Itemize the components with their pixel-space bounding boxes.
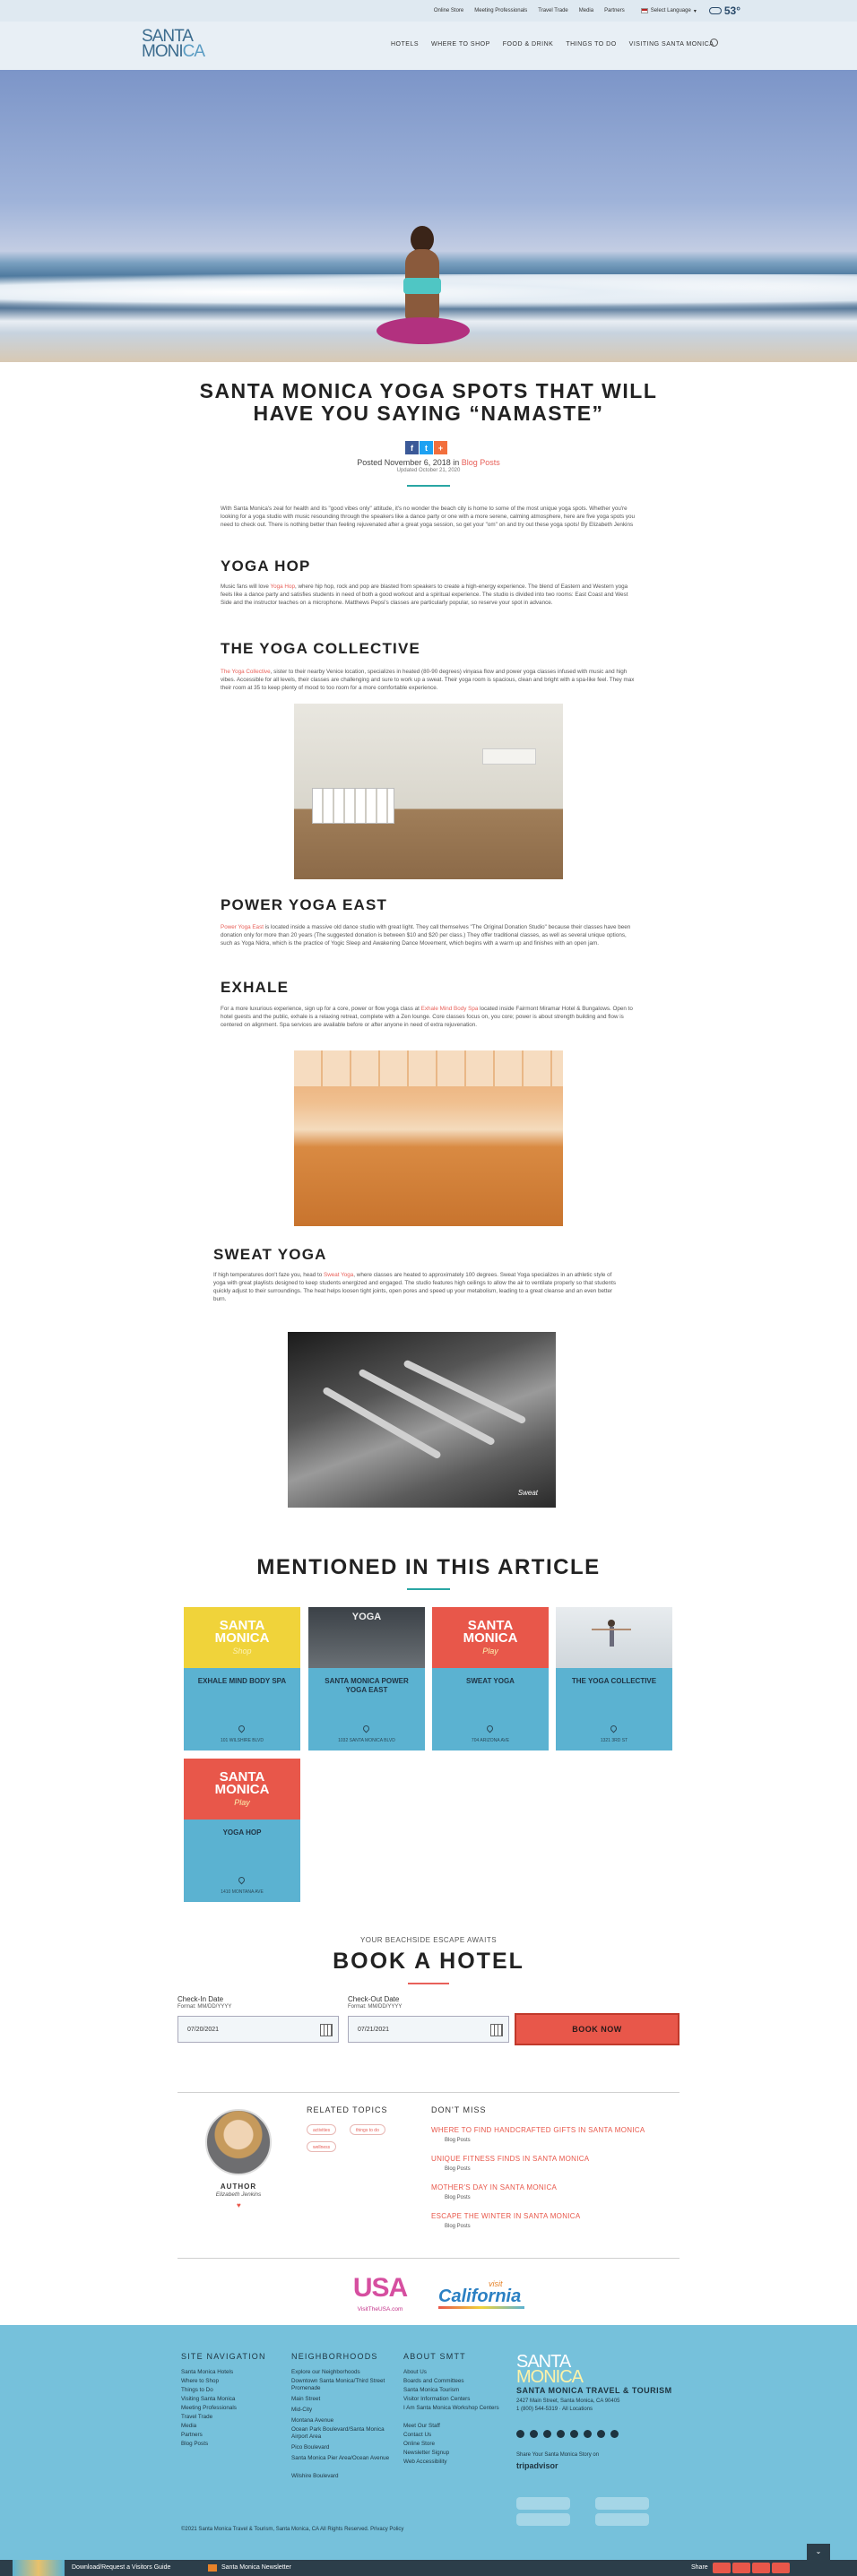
- tripadvisor-logo[interactable]: tripadvisor: [516, 2461, 558, 2470]
- posted-line: [269, 458, 588, 467]
- section-text: is located inside a massive old dance studio with great light. They call themselves "The Original Donation Studio" because their classes have been donation only for more than 20 years (The suggested donation is between $10 and $20 per class.) They offer traditional classes, as well as several unique options, such as Yoga Nidra, which is the practice of Yogic Sleep and Awakening Dance Movement, which begins with a warm up and finishes with an open jam.: [221, 924, 631, 947]
- map-pin-icon: [486, 1725, 495, 1733]
- sticky-share-buttons: [713, 2563, 790, 2573]
- plus-icon[interactable]: +: [434, 441, 447, 454]
- dont-miss-category: Blog Posts: [445, 2166, 471, 2172]
- footer-site-nav-heading: SITE NAVIGATION: [181, 2352, 266, 2361]
- updated-date: Updated October 21, 2020: [396, 468, 461, 473]
- section-body-yoga-collective: [221, 668, 636, 692]
- calendar-icon[interactable]: [490, 2024, 503, 2036]
- sweat-yoga-link[interactable]: Sweat Yoga: [324, 1272, 354, 1278]
- footer-link[interactable]: Meet Our Staff: [403, 2423, 440, 2429]
- language-selector[interactable]: [641, 8, 697, 14]
- footer-link[interactable]: I Am Santa Monica Workshop Centers: [403, 2405, 499, 2411]
- hero-image: [0, 70, 857, 362]
- footer-link[interactable]: Wilshire Boulevard: [291, 2473, 339, 2479]
- footer-logo-line-2: MONICA: [516, 2367, 583, 2387]
- visit-usa-logo[interactable]: USA: [352, 2273, 408, 2303]
- checkout-value: 07/21/2021: [358, 2027, 390, 2033]
- photo-arm: [403, 1359, 526, 1424]
- search-icon[interactable]: [710, 39, 718, 47]
- share-buttons: [405, 441, 447, 454]
- place-card[interactable]: [556, 1607, 672, 1750]
- visitors-guide-thumbnail: [13, 2560, 65, 2576]
- photo-watermark: Sweat: [517, 1489, 538, 1497]
- twitter-icon[interactable]: [732, 2563, 750, 2573]
- map-pin-icon: [610, 1725, 619, 1733]
- calendar-icon[interactable]: [320, 2024, 333, 2036]
- footer-link[interactable]: Web Accessibility: [403, 2459, 447, 2465]
- tag-activities[interactable]: activities: [307, 2124, 336, 2135]
- mentioned-heading: MENTIONED IN THIS ARTICLE: [256, 1555, 601, 1579]
- footer-neighborhoods-heading: NEIGHBORHOODS: [291, 2352, 378, 2361]
- avatar: [205, 2109, 272, 2175]
- facebook-icon[interactable]: [713, 2563, 731, 2573]
- exhale-link[interactable]: Exhale Mind Body Spa: [420, 1006, 479, 1012]
- footer-phone: 1 (800) 544-5319 · All Locations: [516, 2407, 593, 2412]
- intro-paragraph: With Santa Monica's zeal for health and its "good vibes only" attitude, it's no wonder the beach city is home to some of the most unique yoga spots. Whether you're looking for a yoga studio with music resounding through the speakers like a dance party or one with a more serene, calming atmosphere, here are five yoga spots you need to check out. There is nothing better than feeling rejuvenated after a great yoga session, so get your "om" on and try out these yoga spots! By Elizabeth Jenkins: [221, 506, 636, 528]
- util-link-online-store[interactable]: Online Store: [433, 8, 464, 13]
- map-pin-icon: [238, 1876, 247, 1885]
- wechat-icon[interactable]: [597, 2430, 605, 2438]
- book-now-button[interactable]: BOOK NOW: [515, 2013, 680, 2045]
- map-pin-icon: [362, 1725, 371, 1733]
- posted-category-link[interactable]: Blog Posts: [461, 458, 500, 467]
- footer-link[interactable]: Santa Monica Tourism: [403, 2387, 460, 2393]
- cloud-icon: [709, 7, 722, 14]
- author-name: Elizabeth Jenkins: [215, 2191, 262, 2198]
- section-pre: Music fans will love: [221, 583, 269, 590]
- footer-link[interactable]: Pico Boulevard: [291, 2444, 330, 2451]
- instagram-icon[interactable]: [543, 2430, 551, 2438]
- footer-link[interactable]: Downtown Santa Monica/Third Street Promenade: [291, 2378, 385, 2391]
- card-address: 1321 3RD ST: [600, 1738, 628, 1743]
- facebook-icon[interactable]: [516, 2430, 524, 2438]
- dont-miss-heading: DON'T MISS: [431, 2105, 487, 2114]
- cali-text: California: [438, 2286, 522, 2306]
- footer-link[interactable]: Explore our Neighborhoods: [291, 2369, 360, 2375]
- pinterest-icon[interactable]: [557, 2430, 565, 2438]
- footer-link[interactable]: Boards and Committees: [403, 2378, 464, 2384]
- footer-link[interactable]: Visitor Information Centers: [403, 2396, 471, 2402]
- language-label: Select Language: [650, 8, 691, 13]
- youtube-icon[interactable]: [570, 2430, 578, 2438]
- section-text: , where classes are heated to approximately 100 degrees. Sweat Yoga specializes in an athletic style of yoga with great playlists designed to keep students energized and engaged. The studio features high ceilings to allow the air to ventilate properly so that students quickly adjust to their surroundings. The heat helps loosen tight joints, open pores and speed up your metabolism, leading to a great cleanse and an even better burn.: [213, 1272, 616, 1302]
- newsletter-link[interactable]: Santa Monica Newsletter: [221, 2564, 291, 2571]
- footer-link[interactable]: Newsletter Signup: [403, 2450, 450, 2456]
- flag-icon: [641, 8, 648, 13]
- article-title: SANTA MONICA YOGA SPOTS THAT WILL HAVE YOU SAYING “NAMASTE”: [199, 379, 658, 425]
- dont-miss-category: Blog Posts: [445, 2224, 471, 2229]
- card-figure-head: [608, 1620, 615, 1627]
- card-logo: SANTA MONICA Play: [214, 1769, 270, 1807]
- place-card[interactable]: [184, 1607, 300, 1750]
- related-topics-heading: RELATED TOPICS: [307, 2105, 388, 2114]
- nav-food-drink[interactable]: FOOD & DRINK: [502, 41, 554, 48]
- checkin-label: Check-In Date: [177, 1995, 224, 2003]
- footer-link[interactable]: Media: [181, 2423, 197, 2429]
- dont-miss-link[interactable]: MOTHER'S DAY IN SANTA MONICA: [431, 2183, 558, 2191]
- section-heading-sweat-yoga: SWEAT YOGA: [213, 1246, 327, 1263]
- footer-link[interactable]: Main Street: [291, 2396, 321, 2402]
- section-heading-power-yoga-east: POWER YOGA EAST: [221, 896, 388, 913]
- checkin-value: 07/20/2021: [187, 2027, 220, 2033]
- card-image: [184, 1607, 300, 1668]
- footer-link[interactable]: Things to Do: [181, 2387, 213, 2393]
- collapse-chevron-icon[interactable]: ⌄: [807, 2544, 830, 2560]
- logo-line-1: SANTA: [142, 27, 193, 46]
- hero-yogi-legs: [377, 317, 470, 344]
- nav-things-to-do[interactable]: THINGS TO DO: [566, 41, 617, 48]
- card-image: [556, 1607, 672, 1668]
- dont-miss-link[interactable]: WHERE TO FIND HANDCRAFTED GIFTS IN SANTA MONICA: [431, 2126, 645, 2134]
- booking-title: BOOK A HOTEL: [333, 1949, 524, 1974]
- place-card[interactable]: [308, 1607, 425, 1750]
- divider: [177, 2092, 680, 2093]
- photo-cubbies: [312, 788, 394, 824]
- card-image: [184, 1759, 300, 1820]
- footer-about-heading: ABOUT SMTT: [403, 2352, 466, 2361]
- award-badge: [516, 2513, 570, 2526]
- footer-link[interactable]: Montana Avenue: [291, 2417, 334, 2424]
- yoga-collective-photo: [294, 704, 563, 879]
- pinterest-icon[interactable]: [752, 2563, 770, 2573]
- checkout-format: Format: MM/DD/YYYY: [348, 2004, 403, 2010]
- utility-bar: [0, 0, 857, 22]
- sweat-yoga-photo: [288, 1332, 556, 1508]
- nav-visiting-santa-monica[interactable]: VISITING SANTA MONICA: [628, 41, 714, 48]
- heart-icon: ♥: [237, 2201, 241, 2209]
- map-pin-icon: [238, 1725, 247, 1733]
- footer-link[interactable]: Online Store: [403, 2441, 436, 2447]
- cali-visit-text: visit: [489, 2279, 503, 2288]
- dont-miss-link[interactable]: ESCAPE THE WINTER IN SANTA MONICA: [431, 2212, 581, 2220]
- card-address: 101 WILSHIRE BLVD: [221, 1738, 264, 1743]
- card-image: [308, 1607, 425, 1668]
- footer-logo[interactable]: [516, 2352, 583, 2387]
- footer-link[interactable]: Santa Monica Hotels: [181, 2369, 234, 2375]
- place-card[interactable]: [432, 1607, 549, 1750]
- card-logo: YOGA: [351, 1612, 382, 1622]
- facebook-icon[interactable]: f: [405, 441, 419, 454]
- footer-link[interactable]: Contact Us: [403, 2432, 432, 2438]
- card-logo: SANTA MONICA Shop: [214, 1618, 270, 1655]
- section-body-yoga-hop: [221, 583, 636, 607]
- exhale-photo: [294, 1050, 563, 1226]
- booking-kicker: YOUR BEACHSIDE ESCAPE AWAITS: [359, 1936, 498, 1944]
- section-body-power-yoga-east: [221, 923, 636, 947]
- envelope-icon: [208, 2564, 217, 2572]
- visitors-guide-link[interactable]: Download/Request a Visitors Guide: [72, 2564, 171, 2571]
- footer-brand: SANTA MONICA TRAVEL & TOURISM: [516, 2386, 672, 2395]
- yoga-collective-link[interactable]: The Yoga Collective: [221, 669, 271, 675]
- section-pre: For a more luxurious experience, sign up for a core, power or flow yoga class at: [221, 1006, 420, 1012]
- divider: [177, 2258, 680, 2259]
- photo-arm: [358, 1368, 496, 1446]
- photo-ac-unit: [482, 748, 536, 765]
- footer-logo-line-1: SANTA: [516, 2352, 571, 2372]
- checkin-format: Format: MM/DD/YYYY: [177, 2004, 232, 2010]
- card-figure-arms: [592, 1629, 631, 1630]
- title-divider: [407, 485, 450, 487]
- main-nav: [0, 22, 857, 70]
- cali-bar: [438, 2306, 524, 2309]
- card-name: THE YOGA COLLECTIVE: [571, 1677, 657, 1685]
- footer-link[interactable]: Travel Trade: [181, 2414, 213, 2420]
- visit-california-logo[interactable]: [438, 2279, 524, 2312]
- section-body-exhale: [221, 1005, 636, 1029]
- award-badge: [595, 2497, 649, 2510]
- place-card[interactable]: [184, 1759, 300, 1902]
- card-name: YOGA HOP: [222, 1828, 262, 1837]
- award-badge: [516, 2497, 570, 2510]
- twitter-icon[interactable]: t: [420, 441, 433, 454]
- section-text: , where hip hop, rock and pop are blasted from speakers to create a high-energy experience. The blend of Eastern and Western yoga feels like a dance party and satisfies students in need of both a good workout and a spiritual experience. The studio is divided into two rooms: East Coast and West Side and the instructor teaches on a microphone. Matthews Pepsi's classes are particularly popular, so reserve your spot in advance.: [221, 583, 628, 606]
- email-icon[interactable]: [772, 2563, 790, 2573]
- tag-things-to-do[interactable]: things to do: [350, 2124, 385, 2135]
- nav-hotels[interactable]: HOTELS: [391, 41, 420, 48]
- section-pre: If high temperatures don't faze you, head to: [213, 1272, 323, 1278]
- section-heading-exhale: EXHALE: [221, 979, 290, 996]
- mentioned-divider: [407, 1588, 450, 1590]
- footer-link[interactable]: Mid-City: [291, 2407, 313, 2413]
- footer-link[interactable]: Where to Shop: [181, 2378, 220, 2384]
- section-heading-yoga-collective: THE YOGA COLLECTIVE: [221, 640, 421, 657]
- booking-divider: [408, 1983, 449, 1984]
- email-icon[interactable]: [610, 2430, 619, 2438]
- yoga-hop-link[interactable]: Yoga Hop: [270, 583, 295, 590]
- temperature: 53°: [723, 4, 740, 17]
- photo-arm: [322, 1387, 442, 1460]
- dont-miss-link[interactable]: UNIQUE FITNESS FINDS IN SANTA MONICA: [431, 2155, 590, 2163]
- footer-link[interactable]: About Us: [403, 2369, 427, 2375]
- logo-line-2a: MONI: [142, 42, 183, 61]
- nav-where-to-shop[interactable]: WHERE TO SHOP: [431, 41, 490, 48]
- dont-miss-category: Blog Posts: [445, 2195, 471, 2200]
- util-link-travel-trade[interactable]: Travel Trade: [538, 8, 568, 13]
- card-name: SWEAT YOGA: [466, 1677, 515, 1685]
- card-name: EXHALE MIND BODY SPA: [197, 1677, 287, 1685]
- photo-ceiling: [294, 1050, 563, 1086]
- util-link-media[interactable]: Media: [578, 8, 594, 13]
- card-image: [432, 1607, 549, 1668]
- weibo-icon[interactable]: [584, 2430, 592, 2438]
- hero-yogi-top: [403, 278, 441, 294]
- weather-widget: [709, 4, 740, 17]
- share-label: Share: [691, 2564, 708, 2571]
- site-logo[interactable]: [142, 29, 204, 59]
- chevron-down-icon: ▾: [693, 8, 697, 14]
- checkout-field[interactable]: [348, 2016, 509, 2043]
- twitter-icon[interactable]: [530, 2430, 538, 2438]
- section-text: , sister to their nearby Venice location, specializes in heated (80-90 degrees) vinyasa flow and power yoga classes infused with music and high vibes. Accessible for all levels, their classes are challenging and sure to work up a sweat. Their yoga room is spacious, clean and bright with a spa-like feel. They max their room at 35 to keep plenty of mood to too room for a more comfortable experience.: [221, 669, 635, 691]
- footer-link[interactable]: Meeting Professionals: [181, 2405, 237, 2411]
- power-yoga-east-link[interactable]: Power Yoga East: [221, 924, 264, 930]
- footer-copyright: ©2021 Santa Monica Travel & Tourism, Santa Monica, CA All Rights Reserved. Privacy Policy: [181, 2527, 404, 2532]
- logo-line-2b: CA: [182, 42, 205, 61]
- footer-social-icons: [516, 2430, 619, 2438]
- dont-miss-category: Blog Posts: [445, 2138, 471, 2143]
- section-body-sweat-yoga: [213, 1271, 622, 1303]
- card-address: 1410 MONTANA AVE: [221, 1889, 264, 1895]
- checkout-label: Check-Out Date: [348, 1995, 400, 2003]
- footer-link[interactable]: Partners: [181, 2432, 203, 2438]
- card-logo: SANTA MONICA Play: [463, 1618, 518, 1655]
- footer-link[interactable]: Santa Monica Pier Area/Ocean Avenue: [291, 2455, 390, 2461]
- card-address: 1032 SANTA MONICA BLVD: [338, 1738, 395, 1743]
- checkin-field[interactable]: [177, 2016, 339, 2043]
- tag-wellness[interactable]: wellness: [307, 2141, 336, 2152]
- footer-link[interactable]: Blog Posts: [181, 2441, 209, 2447]
- award-badge: [595, 2513, 649, 2526]
- footer-link[interactable]: Ocean Park Boulevard/Santa Monica Airport Area: [291, 2426, 385, 2440]
- section-heading-yoga-hop: YOGA HOP: [221, 558, 311, 575]
- visit-usa-url: VisitTheUSA.com: [357, 2306, 403, 2312]
- util-link-meeting-professionals[interactable]: Meeting Professionals: [474, 8, 528, 13]
- footer-link[interactable]: Visiting Santa Monica: [181, 2396, 236, 2402]
- util-link-partners[interactable]: Partners: [604, 8, 625, 13]
- card-name: SANTA MONICA POWER YOGA EAST: [325, 1677, 409, 1694]
- nav-links: [391, 41, 714, 48]
- sticky-bar: [0, 2560, 857, 2576]
- footer-story-text: Share Your Santa Monica Story on: [516, 2452, 600, 2458]
- footer-address: 2427 Main Street, Santa Monica, CA 90405: [516, 2399, 620, 2404]
- card-address: 704 ARIZONA AVE: [471, 1738, 510, 1743]
- author-label: AUTHOR: [220, 2183, 257, 2191]
- posted-date: Posted November 6, 2018 in: [357, 458, 460, 467]
- section-text: located inside Fairmont Miramar Hotel & Bungalows. Open to hotel guests and the public, exhale is a relaxing retreat, complete with a Zen lounge. Core classes focus on, you core; power is about strength building and flow is centered on alignment. Spa services are available before or after anyone in need of extra rejuvenation.: [221, 1006, 633, 1028]
